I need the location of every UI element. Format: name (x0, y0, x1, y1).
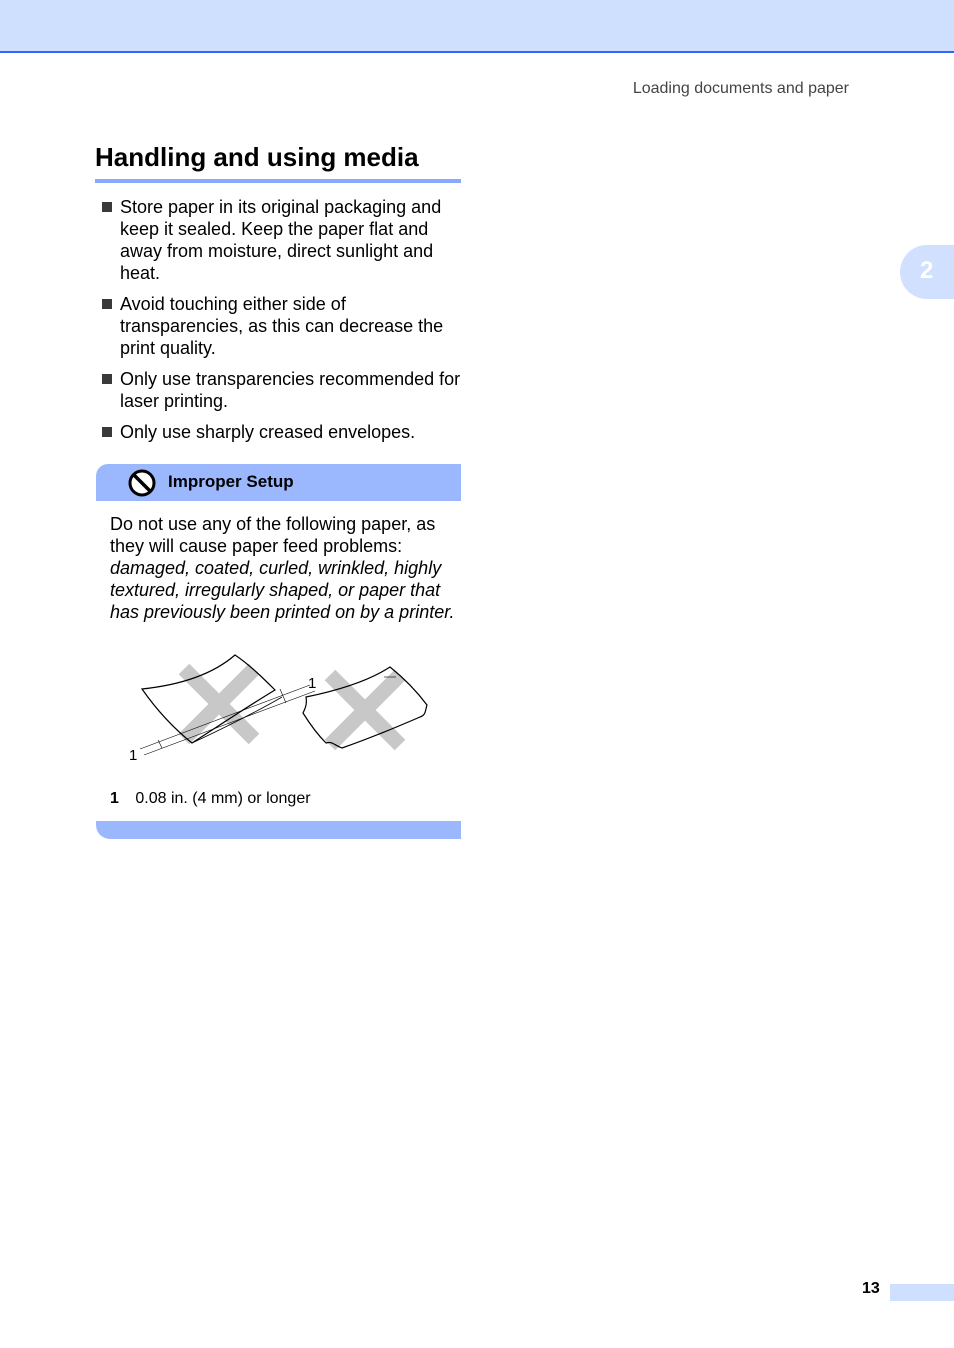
bad-paper-figure (120, 645, 440, 775)
chapter-tab (900, 245, 954, 299)
figure-label: 1 (308, 675, 317, 692)
figure-label: 1 (129, 747, 138, 764)
bullet-text: Avoid touching either side of transparencies, as this can decrease the print quality. (120, 294, 444, 358)
list-item (100, 368, 465, 412)
prohibited-icon (127, 468, 157, 498)
list-item (100, 421, 465, 443)
running-header: Loading documents and paper (632, 80, 849, 97)
notice-end-bar (96, 821, 461, 839)
top-header-band (0, 0, 954, 53)
notice-text: Do not use any of the following paper, as they will cause paper feed problems: (110, 514, 436, 556)
list-item (100, 196, 465, 284)
section-title: Handling and using media (95, 142, 461, 183)
page-number: 13 (862, 1280, 880, 1297)
improper-setup-header (96, 464, 461, 501)
bullet-text: Only use transparencies recommended for laser printing. (120, 369, 461, 411)
footnote-number: 1 (110, 790, 119, 807)
list-item (100, 293, 465, 359)
chapter-number: 2 (920, 257, 934, 284)
square-bullet-icon (102, 202, 112, 212)
notice-title: Improper Setup (168, 472, 294, 491)
paper-illustration (120, 645, 440, 775)
page-number-band (890, 1284, 954, 1301)
square-bullet-icon (102, 374, 112, 384)
figure-footnote (110, 790, 311, 808)
notice-body (110, 513, 470, 623)
bullet-list (100, 196, 465, 452)
bullet-text: Store paper in its original packaging and keep it sealed. Keep the paper flat and away from moisture, direct sunlight and heat. (120, 197, 442, 283)
notice-italic-text: damaged, coated, curled, wrinkled, highly textured, irregularly shaped, or paper that has previously been printed on by a printer. (110, 558, 455, 622)
footnote-text: 0.08 in. (4 mm) or longer (135, 790, 311, 807)
square-bullet-icon (102, 299, 112, 309)
bullet-text: Only use sharply creased envelopes. (120, 422, 416, 442)
square-bullet-icon (102, 427, 112, 437)
